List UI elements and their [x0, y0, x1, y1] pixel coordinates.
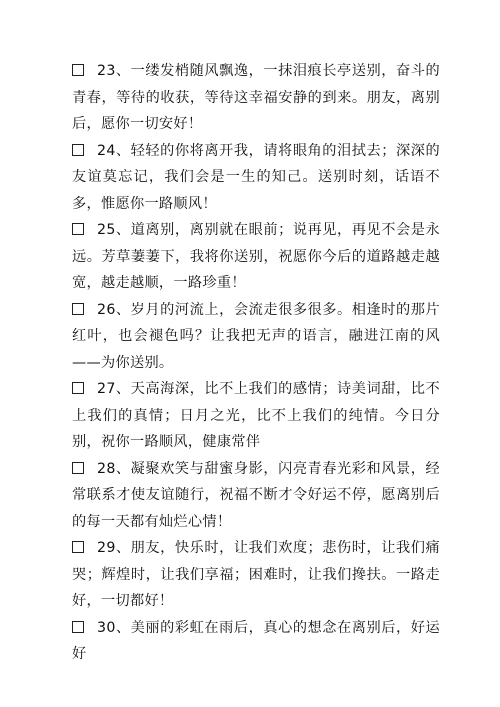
entry-text: 25、道离别，离别就在眼前；说再见，再见不会是永远。芳草萋萋下，我将你送别，祝愿你今后的道路越走越宽，越走越顺，一路珍重！ [72, 222, 440, 291]
entry-25 [72, 217, 440, 297]
entry-text: 29、朋友，快乐时，让我们欢度；悲伤时，让我们痛哭；辉煌时，让我们享福；困难时，让我们搀扶。一路走好，一切都好！ [72, 540, 440, 609]
entry-text: 23、一缕发梢随风飘逸，一抹泪痕长亭送别，奋斗的青春，等待的收获，等待这幸福安静的到来。朋友，离别后，愿你一切安好！ [72, 63, 440, 132]
entry-text: 27、天高海深，比不上我们的感情；诗美词甜，比不上我们的真情；日月之光，比不上我们的纯情。今日分别，祝你一路顺风，健康常伴 [72, 381, 440, 450]
entry-28 [72, 456, 440, 536]
checkbox-icon[interactable] [72, 382, 84, 394]
entry-text: 30、美丽的彩虹在雨后，真心的想念在离别后，好运好 [72, 619, 440, 662]
checkbox-icon[interactable] [72, 621, 84, 633]
checkbox-icon[interactable] [72, 144, 84, 156]
entry-30 [72, 615, 440, 668]
entry-27 [72, 376, 440, 456]
checkbox-icon[interactable] [72, 64, 84, 76]
entry-23 [72, 58, 440, 138]
entry-29 [72, 535, 440, 615]
entry-text: 26、岁月的河流上，会流走很多很多。相逢时的那片红叶，也会褪色吗？让我把无声的语言，融进江南的风——为你送别。 [72, 301, 440, 371]
checkbox-icon[interactable] [72, 303, 84, 315]
document-page [72, 58, 440, 668]
checkbox-icon[interactable] [72, 541, 84, 553]
checkbox-icon[interactable] [72, 462, 84, 474]
checkbox-icon[interactable] [72, 223, 84, 235]
entry-text: 28、凝聚欢笑与甜蜜身影，闪亮青春光彩和风景，经常联系才使友谊随行，祝福不断才令好运不停，愿离别后的每一天都有灿烂心情！ [72, 460, 440, 530]
entry-24 [72, 138, 440, 218]
entry-text: 24、轻轻的你将离开我，请将眼角的泪拭去；深深的友谊莫忘记，我们会是一生的知己。送别时刻，话语不多，惟愿你一路顺风！ [72, 142, 440, 212]
entry-26 [72, 297, 440, 377]
